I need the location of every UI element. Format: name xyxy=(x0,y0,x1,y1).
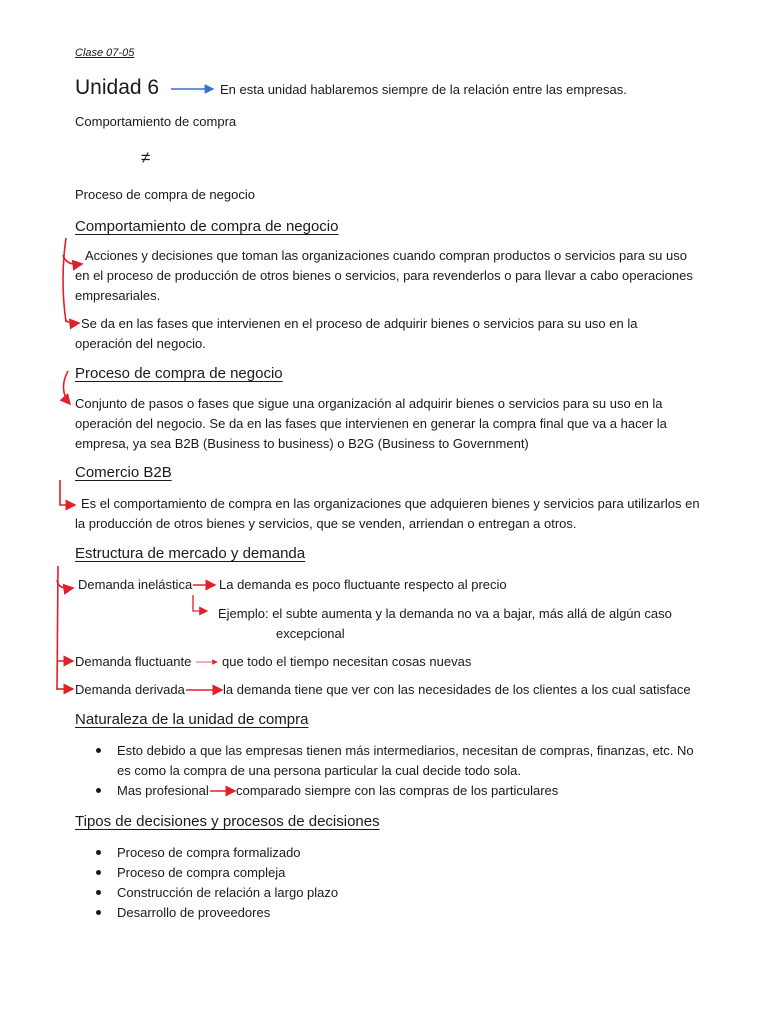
tipos-item: Desarrollo de proveedores xyxy=(117,905,271,920)
bullet-dot xyxy=(96,850,101,855)
proceso-bracket xyxy=(63,371,70,404)
heading-b2b: Comercio B2B xyxy=(75,464,172,481)
derivada-label: Demanda derivada xyxy=(75,682,185,697)
inelastica-label: Demanda inelástica xyxy=(78,577,193,592)
naturaleza-bullet2-b: comparado siempre con las compras de los particulares xyxy=(236,783,559,798)
not-equal-sign: ≠ xyxy=(141,148,151,167)
heading-tipos: Tipos de decisiones y procesos de decisiones xyxy=(75,813,380,830)
fluctuante-label: Demanda fluctuante xyxy=(75,654,192,669)
bullet-dot xyxy=(96,748,101,753)
b2b-hook xyxy=(60,480,75,505)
estructura-bracket xyxy=(57,566,58,690)
proceso-para: Conjunto de pasos o fases que sigue una organización al adquirir bienes o servicios para su uso en la operación del negocio. Se da en las fases que intervienen en generar la compra final que va a hacer la empresa, ya sea B2B (Business to business) o B2G (Business to Government) xyxy=(75,396,667,451)
unit-note: En esta unidad hablaremos siempre de la relación entre las empresas. xyxy=(220,82,627,97)
naturaleza-bullet1: Esto debido a que las empresas tienen más intermediarios, necesitan de compras, finanzas, etc. No es como la compra de una persona particular la cual decide todo sola. xyxy=(117,743,694,778)
derivada-desc: la demanda tiene que ver con las necesidades de los clientes a los cual satisface xyxy=(223,682,691,697)
comportamiento-bracket xyxy=(63,238,66,322)
intro-line1: Comportamiento de compra xyxy=(75,114,237,129)
bullet-dot xyxy=(96,890,101,895)
example-line1: Ejemplo: el subte aumenta y la demanda no va a bajar, más allá de algún caso xyxy=(218,606,672,621)
tipos-item: Proceso de compra formalizado xyxy=(117,845,301,860)
comportamiento-para1: Acciones y decisiones que toman las organizaciones cuando compran productos o servicios para su uso en el proceso de producción de otros bienes o servicios, para revenderlos o para llevar a cabo operaciones empresariales. xyxy=(75,248,693,303)
heading-estructura: Estructura de mercado y demanda xyxy=(75,545,306,562)
heading-proceso: Proceso de compra de negocio xyxy=(75,365,283,382)
inelastica-desc: La demanda es poco fluctuante respecto al precio xyxy=(219,577,507,592)
tipos-item: Proceso de compra compleja xyxy=(117,865,286,880)
intro-line2: Proceso de compra de negocio xyxy=(75,187,255,202)
naturaleza-bullet2-a: Mas profesional xyxy=(117,783,209,798)
heading-comportamiento: Comportamiento de compra de negocio xyxy=(75,218,339,235)
bullet-dot xyxy=(96,788,101,793)
comportamiento-para2: Se da en las fases que intervienen en el proceso de adquirir bienes o servicios para su uso en la operación del negocio. xyxy=(75,316,638,351)
bullet-dot xyxy=(96,870,101,875)
fluctuante-desc: que todo el tiempo necesitan cosas nuevas xyxy=(222,654,472,669)
b2b-para: Es el comportamiento de compra en las organizaciones que adquieren bienes y servicios para utilizarlos en la producción de otros bienes y servicios, que se venden, arriendan o entregan a otros. xyxy=(75,496,700,531)
example-line2: excepcional xyxy=(276,626,345,641)
class-date: Clase 07-05 xyxy=(75,47,135,59)
bullet-dot xyxy=(96,910,101,915)
tipos-item: Construcción de relación a largo plazo xyxy=(117,885,339,900)
unit-title: Unidad 6 xyxy=(75,76,160,99)
heading-naturaleza: Naturaleza de la unidad de compra xyxy=(75,711,309,728)
